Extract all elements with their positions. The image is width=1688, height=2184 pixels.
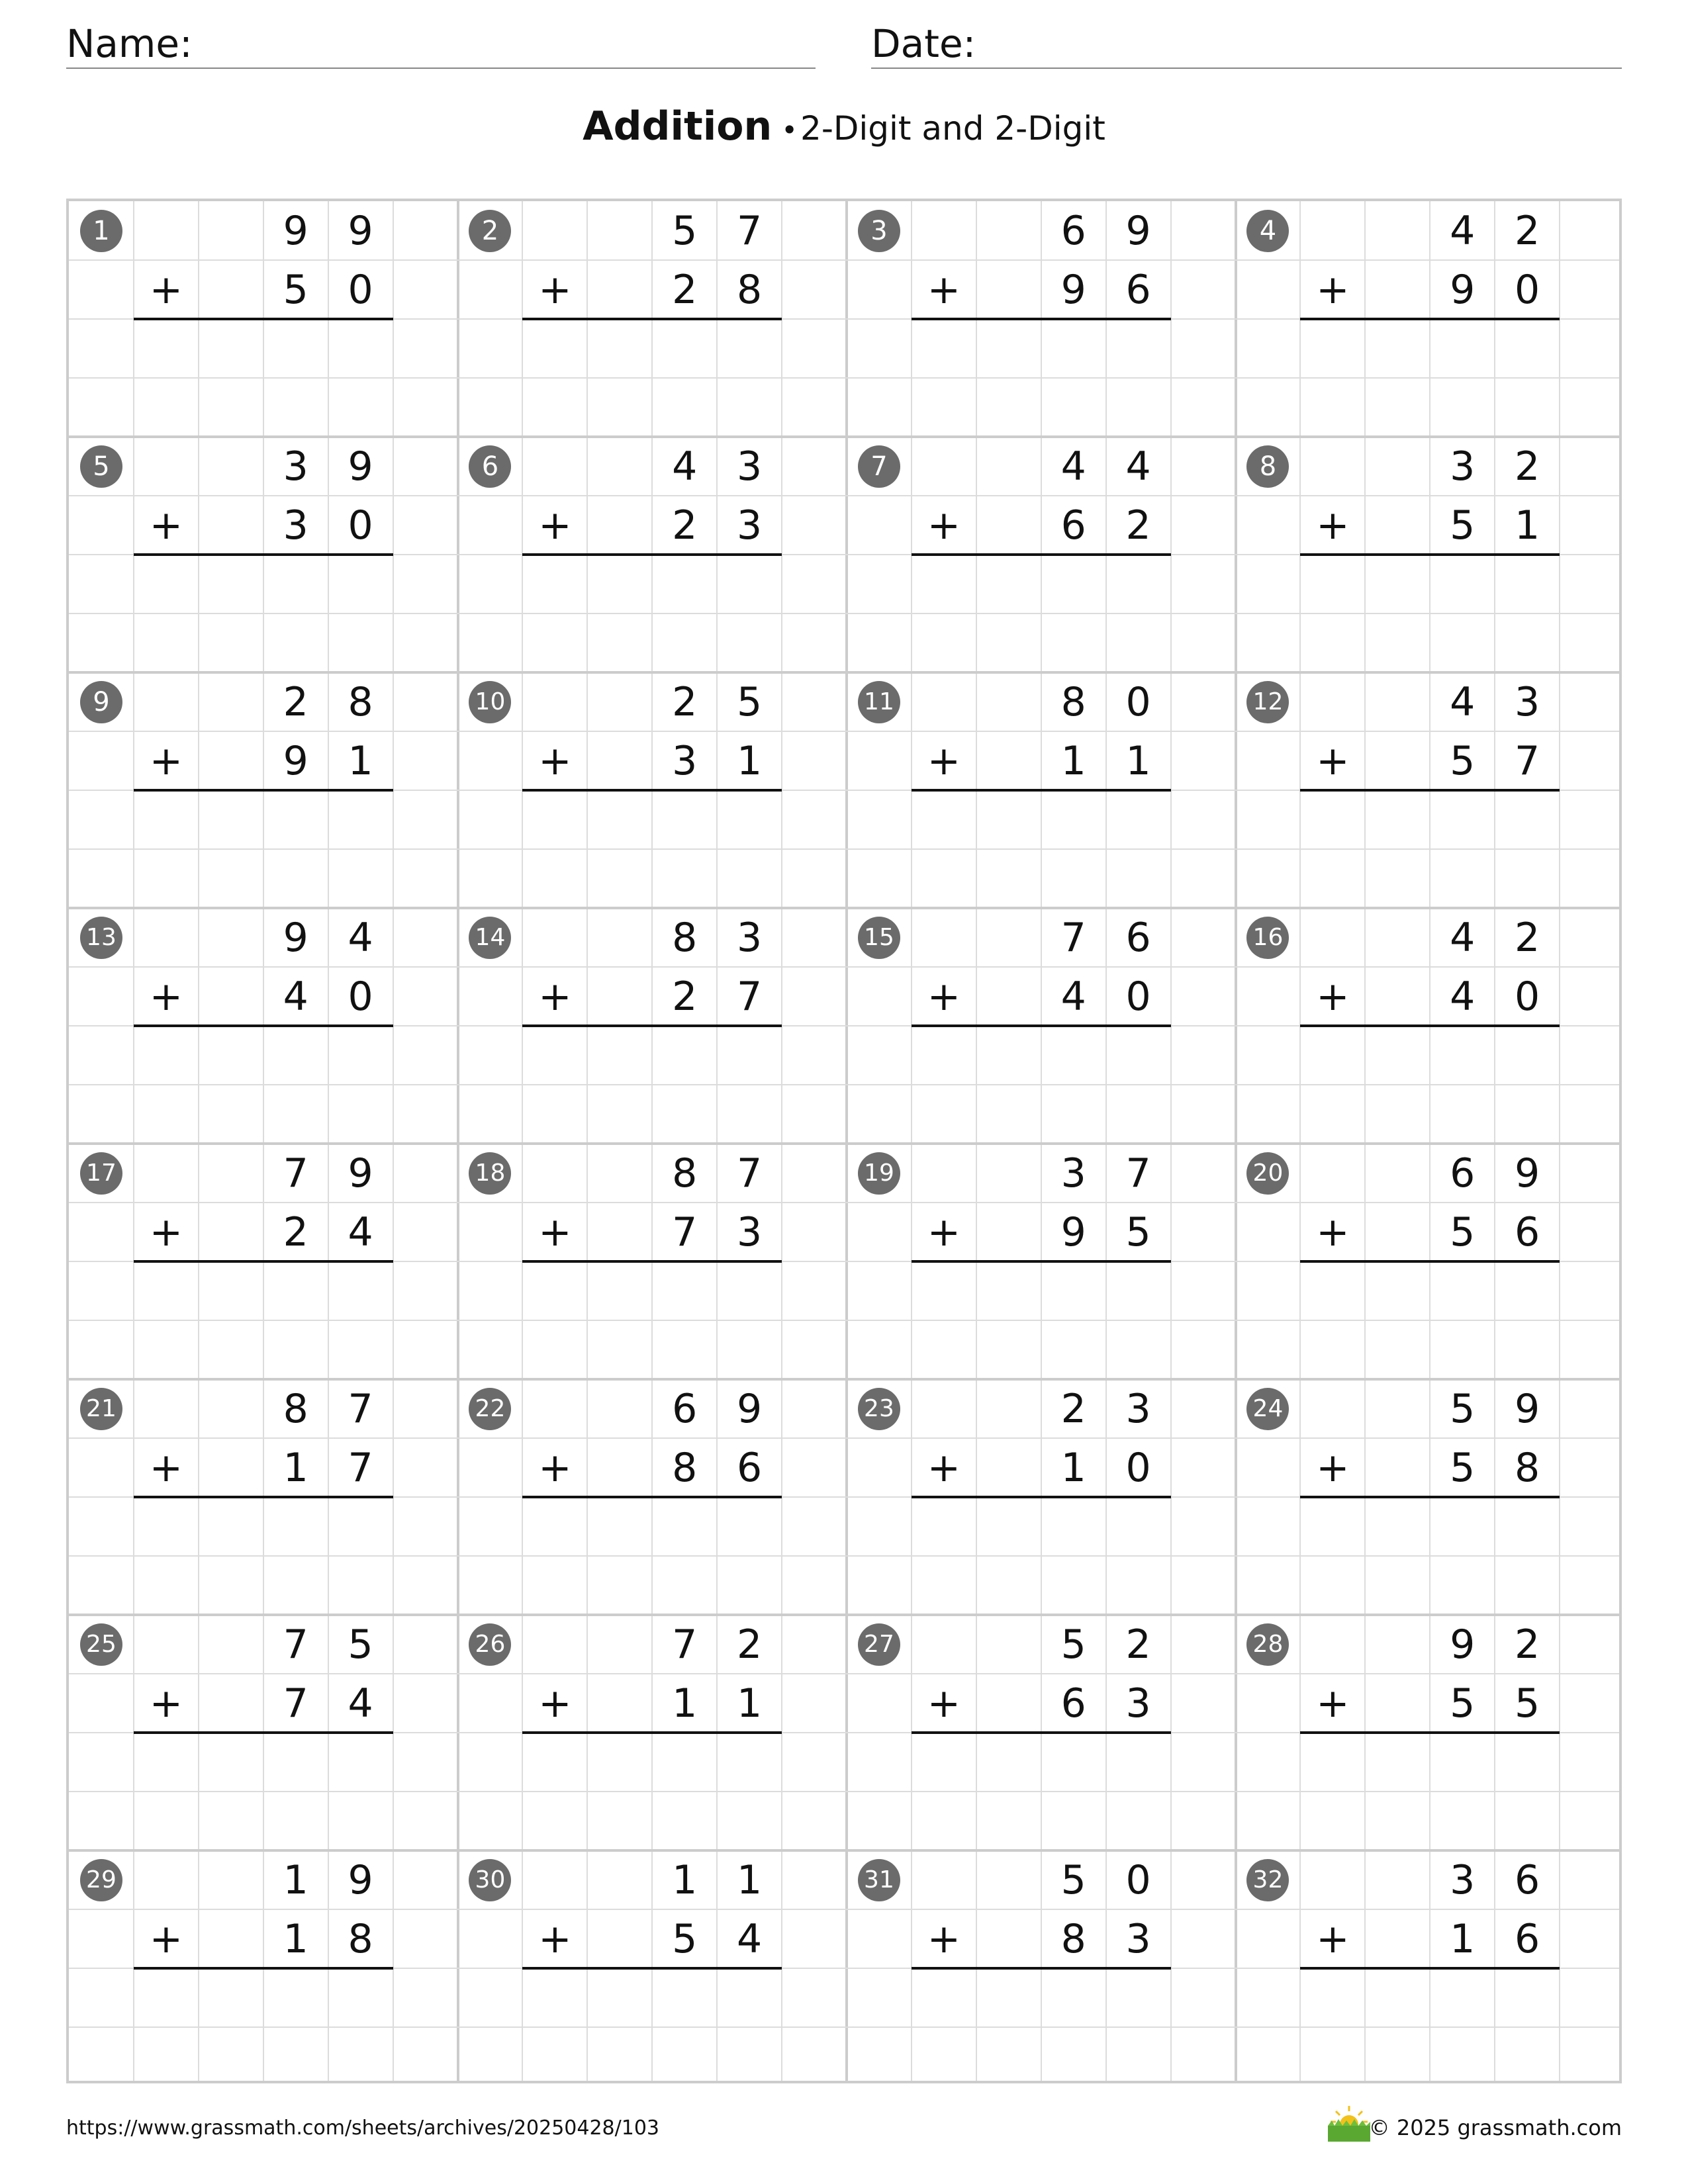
footer-url: https://www.grassmath.com/sheets/archives/20250428/103	[66, 2116, 660, 2140]
top-tens-digit: 9	[283, 914, 308, 961]
problem-number-badge: 12	[1246, 681, 1289, 723]
bottom-tens-digit: 1	[1060, 1444, 1086, 1491]
addition-problem	[458, 1144, 847, 1379]
problem-number-badge: 14	[469, 917, 511, 959]
plus-sign: +	[149, 737, 183, 784]
bottom-tens-digit: 5	[1450, 1444, 1476, 1491]
answer-area[interactable]	[522, 1026, 782, 1144]
bottom-ones-digit: 3	[737, 502, 763, 549]
top-tens-digit: 4	[672, 443, 698, 490]
plus-sign: +	[538, 737, 572, 784]
problem-number-badge: 10	[469, 681, 511, 723]
top-ones-digit: 3	[1515, 678, 1540, 725]
top-ones-digit: 9	[737, 1385, 763, 1432]
bottom-tens-digit: 5	[1450, 502, 1476, 549]
bottom-tens-digit: 9	[1450, 266, 1476, 313]
plus-sign: +	[927, 1444, 961, 1491]
plus-sign: +	[927, 973, 961, 1020]
plus-sign: +	[927, 266, 961, 313]
top-tens-digit: 4	[1450, 207, 1476, 254]
top-ones-digit: 1	[737, 1856, 763, 1903]
addition-problem	[458, 672, 847, 908]
bottom-ones-digit: 7	[737, 973, 763, 1020]
bottom-ones-digit: 0	[1125, 1444, 1151, 1491]
problem-number-badge: 15	[858, 917, 900, 959]
plus-sign: +	[1316, 1208, 1350, 1255]
addition-problem	[1236, 672, 1625, 908]
problem-number-badge: 23	[858, 1388, 900, 1430]
sun-over-grass-icon	[1327, 2105, 1372, 2143]
top-tens-digit: 6	[672, 1385, 698, 1432]
top-ones-digit: 7	[737, 207, 763, 254]
bottom-ones-digit: 6	[1515, 1208, 1540, 1255]
top-ones-digit: 9	[1125, 207, 1151, 254]
top-ones-digit: 9	[1515, 1150, 1540, 1197]
top-tens-digit: 9	[283, 207, 308, 254]
addition-problem	[458, 201, 847, 437]
bottom-ones-digit: 0	[1125, 973, 1151, 1020]
plus-sign: +	[149, 1680, 183, 1727]
problem-number-badge: 16	[1246, 917, 1289, 959]
bottom-ones-digit: 6	[1515, 1915, 1540, 1962]
plus-sign: +	[538, 1680, 572, 1727]
bottom-ones-digit: 7	[348, 1444, 373, 1491]
top-tens-digit: 8	[283, 1385, 308, 1432]
answer-area[interactable]	[1300, 555, 1560, 672]
answer-area[interactable]	[1300, 1497, 1560, 1615]
answer-area[interactable]	[522, 1261, 782, 1379]
top-tens-digit: 8	[672, 914, 698, 961]
problem-number-badge: 20	[1246, 1152, 1289, 1195]
plus-sign: +	[149, 1915, 183, 1962]
bottom-ones-digit: 7	[1515, 737, 1540, 784]
problem-number-badge: 30	[469, 1859, 511, 1901]
addition-problem	[847, 908, 1236, 1144]
answer-area[interactable]	[912, 1968, 1171, 2086]
answer-area[interactable]	[1300, 319, 1560, 437]
bottom-ones-digit: 1	[348, 737, 373, 784]
problem-number-badge: 29	[80, 1859, 122, 1901]
bottom-tens-digit: 7	[283, 1680, 308, 1727]
top-ones-digit: 9	[348, 443, 373, 490]
plus-sign: +	[149, 502, 183, 549]
top-ones-digit: 9	[348, 1856, 373, 1903]
bottom-tens-digit: 1	[1060, 737, 1086, 784]
addition-problem	[69, 1379, 458, 1615]
problem-number-badge: 13	[80, 917, 122, 959]
addition-problem	[69, 1144, 458, 1379]
addition-problem	[458, 1615, 847, 1850]
bottom-ones-digit: 0	[348, 266, 373, 313]
addition-problem	[847, 1615, 1236, 1850]
plus-sign: +	[1316, 266, 1350, 313]
bottom-ones-digit: 5	[1515, 1680, 1540, 1727]
top-ones-digit: 3	[737, 443, 763, 490]
top-ones-digit: 7	[348, 1385, 373, 1432]
top-tens-digit: 8	[1060, 678, 1086, 725]
plus-sign: +	[538, 502, 572, 549]
top-ones-digit: 8	[348, 678, 373, 725]
problem-number-badge: 2	[469, 210, 511, 252]
bottom-ones-digit: 1	[1515, 502, 1540, 549]
title-subtitle: 2-Digit and 2-Digit	[800, 109, 1105, 148]
problem-number-badge: 8	[1246, 445, 1289, 488]
answer-area[interactable]	[522, 790, 782, 908]
problem-number-badge: 4	[1246, 210, 1289, 252]
addition-problem	[1236, 1615, 1625, 1850]
bottom-ones-digit: 0	[1515, 266, 1540, 313]
bottom-tens-digit: 6	[1060, 502, 1086, 549]
plus-sign: +	[927, 737, 961, 784]
top-tens-digit: 2	[1060, 1385, 1086, 1432]
bottom-tens-digit: 4	[283, 973, 308, 1020]
top-tens-digit: 8	[672, 1150, 698, 1197]
top-ones-digit: 6	[1515, 1856, 1540, 1903]
problem-number-badge: 31	[858, 1859, 900, 1901]
name-field[interactable]	[66, 20, 816, 69]
bottom-ones-digit: 0	[348, 973, 373, 1020]
name-label: Name:	[66, 21, 193, 66]
top-ones-digit: 2	[1515, 1621, 1540, 1668]
bottom-ones-digit: 8	[737, 266, 763, 313]
answer-area[interactable]	[134, 790, 393, 908]
top-tens-digit: 3	[283, 443, 308, 490]
answer-area[interactable]	[134, 1968, 393, 2086]
bottom-ones-digit: 1	[737, 737, 763, 784]
top-ones-digit: 4	[348, 914, 373, 961]
answer-area[interactable]	[134, 555, 393, 672]
bottom-ones-digit: 3	[1125, 1680, 1151, 1727]
bottom-tens-digit: 2	[672, 973, 698, 1020]
plus-sign: +	[538, 1915, 572, 1962]
top-tens-digit: 4	[1450, 914, 1476, 961]
addition-problem	[1236, 201, 1625, 437]
top-tens-digit: 3	[1450, 443, 1476, 490]
problem-grid	[66, 199, 1622, 2083]
top-tens-digit: 5	[1060, 1856, 1086, 1903]
top-tens-digit: 5	[672, 207, 698, 254]
addition-problem	[69, 1850, 458, 2086]
bottom-tens-digit: 4	[1060, 973, 1086, 1020]
top-ones-digit: 2	[1515, 914, 1540, 961]
top-tens-digit: 5	[1450, 1385, 1476, 1432]
plus-sign: +	[1316, 737, 1350, 784]
problem-number-badge: 22	[469, 1388, 511, 1430]
worksheet-title	[0, 103, 1688, 150]
top-tens-digit: 2	[672, 678, 698, 725]
top-tens-digit: 1	[672, 1856, 698, 1903]
bottom-tens-digit: 9	[1060, 1208, 1086, 1255]
top-tens-digit: 3	[1450, 1856, 1476, 1903]
top-tens-digit: 7	[672, 1621, 698, 1668]
bottom-ones-digit: 1	[1125, 737, 1151, 784]
top-tens-digit: 4	[1450, 678, 1476, 725]
answer-area[interactable]	[1300, 1733, 1560, 1850]
bottom-tens-digit: 5	[283, 266, 308, 313]
addition-problem	[1236, 1144, 1625, 1379]
title-main: Addition	[583, 103, 773, 150]
top-tens-digit: 1	[283, 1856, 308, 1903]
top-tens-digit: 7	[1060, 914, 1086, 961]
plus-sign: +	[149, 1444, 183, 1491]
problem-number-badge: 17	[80, 1152, 122, 1195]
bottom-tens-digit: 8	[1060, 1915, 1086, 1962]
bottom-ones-digit: 6	[737, 1444, 763, 1491]
addition-problem	[69, 672, 458, 908]
bottom-tens-digit: 5	[672, 1915, 698, 1962]
addition-problem	[847, 437, 1236, 672]
bottom-tens-digit: 1	[283, 1444, 308, 1491]
top-tens-digit: 6	[1060, 207, 1086, 254]
top-tens-digit: 7	[283, 1621, 308, 1668]
top-ones-digit: 7	[737, 1150, 763, 1197]
plus-sign: +	[538, 266, 572, 313]
bottom-ones-digit: 4	[737, 1915, 763, 1962]
bottom-tens-digit: 9	[283, 737, 308, 784]
answer-area[interactable]	[912, 1497, 1171, 1615]
problem-number-badge: 25	[80, 1623, 122, 1666]
bottom-tens-digit: 5	[1450, 737, 1476, 784]
top-tens-digit: 6	[1450, 1150, 1476, 1197]
addition-problem	[69, 201, 458, 437]
answer-area[interactable]	[522, 319, 782, 437]
problem-number-badge: 19	[858, 1152, 900, 1195]
top-ones-digit: 4	[1125, 443, 1151, 490]
bottom-tens-digit: 1	[1450, 1915, 1476, 1962]
answer-area[interactable]	[134, 319, 393, 437]
problem-number-badge: 32	[1246, 1859, 1289, 1901]
bottom-tens-digit: 1	[283, 1915, 308, 1962]
answer-area[interactable]	[1300, 1261, 1560, 1379]
top-ones-digit: 5	[348, 1621, 373, 1668]
bottom-ones-digit: 4	[348, 1208, 373, 1255]
answer-area[interactable]	[522, 555, 782, 672]
top-tens-digit: 2	[283, 678, 308, 725]
top-ones-digit: 6	[1125, 914, 1151, 961]
answer-area[interactable]	[912, 319, 1171, 437]
top-ones-digit: 0	[1125, 1856, 1151, 1903]
answer-area[interactable]	[134, 1733, 393, 1850]
bottom-tens-digit: 8	[672, 1444, 698, 1491]
bottom-ones-digit: 8	[1515, 1444, 1540, 1491]
bottom-tens-digit: 4	[1450, 973, 1476, 1020]
top-ones-digit: 2	[737, 1621, 763, 1668]
bottom-tens-digit: 2	[283, 1208, 308, 1255]
top-ones-digit: 7	[1125, 1150, 1151, 1197]
addition-problem	[458, 1850, 847, 2086]
top-tens-digit: 9	[1450, 1621, 1476, 1668]
top-ones-digit: 9	[348, 1150, 373, 1197]
date-field[interactable]	[871, 20, 1622, 69]
bottom-tens-digit: 5	[1450, 1680, 1476, 1727]
plus-sign: +	[538, 1444, 572, 1491]
plus-sign: +	[1316, 1915, 1350, 1962]
problem-number-badge: 28	[1246, 1623, 1289, 1666]
answer-area[interactable]	[522, 1968, 782, 2086]
plus-sign: +	[1316, 1444, 1350, 1491]
problem-number-badge: 24	[1246, 1388, 1289, 1430]
problem-number-badge: 26	[469, 1623, 511, 1666]
addition-problem	[847, 1144, 1236, 1379]
answer-area[interactable]	[912, 1733, 1171, 1850]
answer-area[interactable]	[912, 1261, 1171, 1379]
answer-area[interactable]	[1300, 1968, 1560, 2086]
bottom-tens-digit: 3	[283, 502, 308, 549]
top-tens-digit: 4	[1060, 443, 1086, 490]
bottom-tens-digit: 7	[672, 1208, 698, 1255]
bottom-ones-digit: 5	[1125, 1208, 1151, 1255]
addition-problem	[1236, 908, 1625, 1144]
plus-sign: +	[1316, 502, 1350, 549]
bottom-ones-digit: 3	[1125, 1915, 1151, 1962]
bottom-tens-digit: 9	[1060, 266, 1086, 313]
plus-sign: +	[927, 1680, 961, 1727]
problem-number-badge: 9	[80, 681, 122, 723]
problem-number-badge: 7	[858, 445, 900, 488]
plus-sign: +	[149, 1208, 183, 1255]
top-tens-digit: 7	[283, 1150, 308, 1197]
addition-problem	[847, 201, 1236, 437]
bottom-ones-digit: 1	[737, 1680, 763, 1727]
problem-number-badge: 11	[858, 681, 900, 723]
problem-number-badge: 5	[80, 445, 122, 488]
answer-area[interactable]	[134, 1026, 393, 1144]
top-ones-digit: 2	[1515, 207, 1540, 254]
bottom-tens-digit: 2	[672, 502, 698, 549]
top-tens-digit: 3	[1060, 1150, 1086, 1197]
bottom-ones-digit: 8	[348, 1915, 373, 1962]
answer-area[interactable]	[912, 555, 1171, 672]
addition-problem	[69, 437, 458, 672]
addition-problem	[458, 437, 847, 672]
bottom-ones-digit: 0	[348, 502, 373, 549]
addition-problem	[1236, 437, 1625, 672]
bottom-tens-digit: 6	[1060, 1680, 1086, 1727]
addition-problem	[458, 1379, 847, 1615]
problem-number-badge: 21	[80, 1388, 122, 1430]
problem-number-badge: 1	[80, 210, 122, 252]
bottom-tens-digit: 5	[1450, 1208, 1476, 1255]
top-ones-digit: 0	[1125, 678, 1151, 725]
bottom-ones-digit: 2	[1125, 502, 1151, 549]
plus-sign: +	[149, 266, 183, 313]
date-label: Date:	[871, 21, 976, 66]
answer-area[interactable]	[522, 1497, 782, 1615]
addition-problem	[847, 1379, 1236, 1615]
problem-number-badge: 3	[858, 210, 900, 252]
plus-sign: +	[927, 502, 961, 549]
top-ones-digit: 5	[737, 678, 763, 725]
plus-sign: +	[1316, 1680, 1350, 1727]
answer-area[interactable]	[1300, 790, 1560, 908]
addition-problem	[69, 1615, 458, 1850]
top-tens-digit: 5	[1060, 1621, 1086, 1668]
plus-sign: +	[538, 973, 572, 1020]
addition-problem	[1236, 1379, 1625, 1615]
footer-copyright: © 2025 grassmath.com	[1368, 2115, 1622, 2140]
addition-problem	[847, 672, 1236, 908]
bottom-ones-digit: 0	[1515, 973, 1540, 1020]
bottom-ones-digit: 3	[737, 1208, 763, 1255]
bottom-tens-digit: 3	[672, 737, 698, 784]
top-ones-digit: 2	[1125, 1621, 1151, 1668]
plus-sign: +	[149, 973, 183, 1020]
title-bullet: •	[781, 114, 798, 146]
problem-number-badge: 27	[858, 1623, 900, 1666]
addition-problem	[847, 1850, 1236, 2086]
top-ones-digit: 3	[737, 914, 763, 961]
bottom-ones-digit: 6	[1125, 266, 1151, 313]
bottom-ones-digit: 4	[348, 1680, 373, 1727]
answer-area[interactable]	[1300, 1026, 1560, 1144]
addition-problem	[458, 908, 847, 1144]
plus-sign: +	[927, 1208, 961, 1255]
bottom-tens-digit: 2	[672, 266, 698, 313]
plus-sign: +	[1316, 973, 1350, 1020]
answer-area[interactable]	[134, 1497, 393, 1615]
top-ones-digit: 3	[1125, 1385, 1151, 1432]
top-ones-digit: 2	[1515, 443, 1540, 490]
addition-problem	[69, 908, 458, 1144]
addition-problem	[1236, 1850, 1625, 2086]
answer-area[interactable]	[522, 1733, 782, 1850]
problem-number-badge: 6	[469, 445, 511, 488]
top-ones-digit: 9	[1515, 1385, 1540, 1432]
problem-number-badge: 18	[469, 1152, 511, 1195]
answer-area[interactable]	[912, 790, 1171, 908]
answer-area[interactable]	[134, 1261, 393, 1379]
plus-sign: +	[927, 1915, 961, 1962]
top-ones-digit: 9	[348, 207, 373, 254]
bottom-tens-digit: 1	[672, 1680, 698, 1727]
answer-area[interactable]	[912, 1026, 1171, 1144]
plus-sign: +	[538, 1208, 572, 1255]
